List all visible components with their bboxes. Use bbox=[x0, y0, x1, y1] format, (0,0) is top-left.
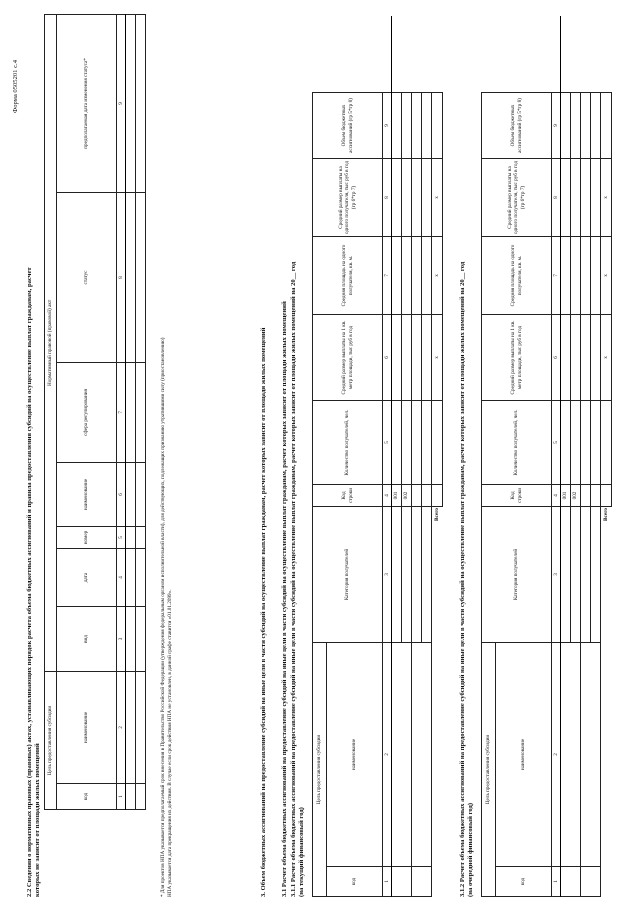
s22-header-data: дата bbox=[57, 548, 117, 606]
table-cell bbox=[392, 400, 402, 484]
table-cell bbox=[126, 548, 136, 606]
table-cell bbox=[581, 506, 591, 642]
s312-num: 8 bbox=[552, 158, 561, 236]
table-cell bbox=[136, 362, 146, 462]
table-cell bbox=[126, 362, 136, 462]
s311-num: 5 bbox=[383, 400, 392, 484]
s312-total-row bbox=[601, 16, 612, 896]
table-cell bbox=[136, 526, 146, 548]
s311-heading-line1: 3.1.1 Расчет объема бюджетных ассигнований на предоставление субсидий на иные цели в части субсидий на осуществление выплат гражданам, расчет которых зависит от площади жилых помещений на 20__ год bbox=[290, 261, 297, 897]
table-cell bbox=[412, 400, 422, 484]
table-cell bbox=[591, 400, 601, 484]
table-cell bbox=[601, 867, 612, 897]
s22-header-sfera: сфера регулирования bbox=[57, 362, 117, 462]
table-cell bbox=[571, 16, 581, 92]
s312-header-count: Количество получателей, чел. bbox=[482, 400, 552, 484]
s311-header-name: наименование bbox=[327, 642, 383, 866]
table-cell bbox=[571, 314, 581, 400]
table-cell bbox=[601, 400, 612, 484]
table-cell bbox=[561, 506, 571, 642]
table-cell bbox=[402, 236, 412, 314]
table-cell bbox=[581, 16, 591, 92]
s312-heading-line2: (на очередной финансовый год) bbox=[467, 802, 474, 897]
table-cell bbox=[136, 14, 146, 192]
s22-header-kod: код bbox=[57, 784, 117, 810]
table-cell bbox=[422, 314, 432, 400]
table-cell bbox=[581, 158, 591, 236]
table-cell bbox=[412, 314, 422, 400]
table-cell bbox=[422, 92, 432, 158]
table-cell bbox=[136, 548, 146, 606]
table-cell bbox=[412, 506, 422, 642]
table-row bbox=[581, 16, 591, 896]
table-cell bbox=[591, 314, 601, 400]
s312-header-name: наименование bbox=[496, 642, 552, 866]
footnote-line2: НПА указывается дата прекращения их действия. В случае если срок действия НПА не установлен, в данной графе ставится «01.01.2099». bbox=[167, 589, 173, 897]
table-row bbox=[392, 16, 402, 896]
s311-header-kod: код bbox=[327, 867, 383, 897]
table-cell bbox=[402, 506, 412, 642]
s22-num: 7 bbox=[117, 362, 126, 462]
table-cell bbox=[571, 400, 581, 484]
table-cell bbox=[136, 606, 146, 671]
table-cell bbox=[591, 236, 601, 314]
s22-heading-line1: 2.2 Сведения о нормативных правовых (правовых) актах, устанавливающих порядок расчета объема бюджетных ассигнований и правила предоставления субсидий на осуществление выплат гражданам, расчет bbox=[26, 267, 33, 897]
table-row bbox=[412, 16, 422, 896]
table-cell bbox=[126, 671, 136, 783]
s22-heading-line2: которых не зависит от площади жилых помещений bbox=[34, 743, 41, 897]
s311-heading-line2: (на текущий финансовый год) bbox=[298, 807, 305, 897]
table-cell bbox=[392, 236, 402, 314]
table-cell bbox=[591, 484, 601, 506]
table-cell bbox=[412, 92, 422, 158]
s312-header-purpose: Цель предоставления субсидии bbox=[482, 642, 496, 896]
table-cell bbox=[571, 158, 581, 236]
table-cell bbox=[392, 314, 402, 400]
s312-num: 2 bbox=[552, 642, 561, 866]
s22-num: 2 bbox=[117, 671, 126, 783]
s312-header-volume: Объем бюджетных ассигнований (гр 5*гр 8) bbox=[482, 92, 552, 158]
table-cell bbox=[571, 506, 581, 642]
table-cell bbox=[561, 16, 571, 92]
table-cell bbox=[392, 16, 402, 92]
table-cell bbox=[432, 484, 443, 506]
table-cell bbox=[601, 642, 612, 866]
s311-table bbox=[312, 16, 443, 897]
s312-num: 7 bbox=[552, 236, 561, 314]
table-cell bbox=[561, 236, 571, 314]
table-cell bbox=[561, 642, 581, 866]
table-row bbox=[136, 14, 146, 809]
s22-header-predpol: предполагаемая дата изменения статуса* bbox=[57, 14, 117, 192]
s312-num: 4 bbox=[552, 484, 561, 506]
s312-total-x: x bbox=[601, 158, 612, 236]
table-cell bbox=[392, 92, 402, 158]
table-cell bbox=[136, 192, 146, 362]
table-cell bbox=[581, 236, 591, 314]
s312-num: 5 bbox=[552, 400, 561, 484]
s311-total-label: Всего bbox=[434, 507, 441, 521]
table-cell bbox=[422, 236, 432, 314]
s22-header-vid: вид bbox=[57, 606, 117, 671]
table-cell bbox=[422, 158, 432, 236]
table-cell bbox=[561, 400, 571, 484]
table-cell bbox=[126, 526, 136, 548]
s311-header-area: Средняя площадь на одного получателя, кв. м. bbox=[313, 236, 383, 314]
table-row bbox=[561, 16, 571, 896]
s312-row-code: 002 bbox=[571, 484, 581, 506]
table-cell bbox=[432, 867, 443, 897]
s312-heading-line1: 3.1.2 Расчет объема бюджетных ассигнований на предоставление субсидий на иные цели в части субсидий на осуществление выплат гражданам, расчет которых зависит от площади жилых помещений на 20__ год bbox=[459, 261, 466, 897]
s22-num: 3 bbox=[117, 606, 126, 671]
s22-header-npa: Нормативный правовой (правовой) акт bbox=[45, 14, 57, 671]
table-cell bbox=[412, 236, 422, 314]
table-cell bbox=[432, 92, 443, 158]
table-cell bbox=[422, 400, 432, 484]
table-cell bbox=[591, 92, 601, 158]
table-cell bbox=[571, 236, 581, 314]
s312-total-label: Всего bbox=[603, 507, 610, 521]
table-cell bbox=[412, 484, 422, 506]
table-cell bbox=[392, 158, 402, 236]
table-cell bbox=[126, 14, 136, 192]
form-code: Форма 0505201 с.4 bbox=[12, 59, 19, 113]
table-cell bbox=[581, 642, 601, 866]
s312-num: 1 bbox=[552, 867, 561, 897]
s312-total-x: x bbox=[601, 314, 612, 400]
s22-header-naim: наименование bbox=[57, 462, 117, 526]
table-cell bbox=[422, 16, 432, 92]
s311-header-line: Код строки bbox=[313, 484, 383, 506]
table-cell bbox=[402, 92, 412, 158]
s22-num: 5 bbox=[117, 526, 126, 548]
s312-header-avg-pay: Средний размер выплаты на одного получателя, тыс руб в год (гр 6*гр 7) bbox=[482, 158, 552, 236]
s22-table bbox=[44, 14, 146, 810]
table-cell bbox=[601, 484, 612, 506]
s311-num: 4 bbox=[383, 484, 392, 506]
table-cell bbox=[561, 92, 571, 158]
table-row bbox=[126, 14, 136, 809]
s312-header-area: Средняя площадь на одного получателя, кв. м. bbox=[482, 236, 552, 314]
s31-heading: 3.1 Расчет объема бюджетных ассигнований на предоставление субсидий на иные цели в части субсидий на осуществление выплат гражданам, расчет которых зависит от площади жилых помещений bbox=[281, 301, 288, 897]
table-cell bbox=[136, 784, 146, 810]
table-cell bbox=[552, 16, 561, 92]
s22-header-purpose: Цель предоставления субсидии bbox=[45, 671, 57, 809]
table-cell bbox=[581, 400, 591, 484]
table-cell bbox=[383, 16, 392, 92]
s312-header-spacer bbox=[482, 16, 552, 92]
s311-header-count: Количество получателей, чел. bbox=[313, 400, 383, 484]
table-cell bbox=[136, 462, 146, 526]
s312-header-kod: код bbox=[496, 867, 552, 897]
table-cell bbox=[126, 784, 136, 810]
table-cell bbox=[432, 642, 443, 866]
table-cell bbox=[601, 16, 612, 92]
s311-num: 8 bbox=[383, 158, 392, 236]
table-cell bbox=[126, 606, 136, 671]
table-cell bbox=[581, 867, 601, 897]
s311-total-row bbox=[432, 16, 443, 896]
table-cell bbox=[126, 462, 136, 526]
s312-header-category: Категория получателей bbox=[482, 506, 552, 642]
s22-num: 9 bbox=[117, 14, 126, 192]
table-cell bbox=[591, 158, 601, 236]
table-cell bbox=[392, 867, 412, 897]
s312-table bbox=[481, 16, 612, 897]
table-cell bbox=[412, 867, 432, 897]
table-cell bbox=[581, 484, 591, 506]
table-cell bbox=[402, 400, 412, 484]
table-cell bbox=[136, 671, 146, 783]
table-cell bbox=[601, 92, 612, 158]
table-cell bbox=[126, 192, 136, 362]
table-cell bbox=[422, 506, 432, 642]
s311-header-spacer bbox=[313, 16, 383, 92]
s22-num: 4 bbox=[117, 548, 126, 606]
table-cell bbox=[402, 314, 412, 400]
table-cell bbox=[581, 314, 591, 400]
s311-row-code: 001 bbox=[392, 484, 402, 506]
s311-header-purpose: Цель предоставления субсидии bbox=[313, 642, 327, 896]
s312-header-avg-m: Средний размер выплаты на 1 кв. метр площади, тыс руб в год bbox=[482, 314, 552, 400]
table-cell bbox=[581, 92, 591, 158]
table-cell bbox=[591, 506, 601, 642]
s311-total-x: x bbox=[432, 236, 443, 314]
table-cell bbox=[412, 158, 422, 236]
s312-num: 3 bbox=[552, 506, 561, 642]
table-cell bbox=[432, 400, 443, 484]
table-cell bbox=[561, 314, 571, 400]
s22-num: 6 bbox=[117, 462, 126, 526]
table-cell bbox=[412, 642, 432, 866]
s3-heading: 3. Объем бюджетных ассигнований на предоставление субсидий на иные цели в части субсидий на осуществление выплат гражданам, расчет которых зависит от площади жилых помещений bbox=[260, 327, 267, 897]
s311-header-avg-m: Средний размер выплаты на 1 кв. метр площади, тыс руб в год bbox=[313, 314, 383, 400]
s311-number-row bbox=[383, 16, 392, 896]
table-cell bbox=[392, 506, 402, 642]
s22-header-name: наименование bbox=[57, 671, 117, 783]
s311-num: 7 bbox=[383, 236, 392, 314]
s311-num: 6 bbox=[383, 314, 392, 400]
s311-header-avg-pay: Средний размер выплаты на одного получателя, тыс руб в год (гр 6*гр 7) bbox=[313, 158, 383, 236]
s312-number-row bbox=[552, 16, 561, 896]
s311-num: 9 bbox=[383, 92, 392, 158]
table-cell bbox=[412, 16, 422, 92]
s311-header-category: Категория получателей bbox=[313, 506, 383, 642]
s311-header-volume: Объем бюджетных ассигнований (гр 5*гр 8) bbox=[313, 92, 383, 158]
s311-row-code: 002 bbox=[402, 484, 412, 506]
footnote-line1: * Для проектов НПА указывается предполагаемый срок внесения в Правительство Российской Федерации (утверждения федеральным органом исполнительной власти), для действующих, подлежащих признанию утратившими силу (приостановлению) bbox=[160, 337, 166, 897]
table-cell bbox=[571, 92, 581, 158]
table-cell bbox=[591, 16, 601, 92]
s311-total-x: x bbox=[432, 158, 443, 236]
table-cell bbox=[422, 484, 432, 506]
s312-total-x: x bbox=[601, 236, 612, 314]
s311-total-x: x bbox=[432, 314, 443, 400]
s22-number-row bbox=[117, 14, 126, 809]
s312-header-line: Код строки bbox=[482, 484, 552, 506]
s311-num: 2 bbox=[383, 642, 392, 866]
table-cell bbox=[561, 158, 571, 236]
table-cell bbox=[561, 867, 581, 897]
s22-header-nomer: номер bbox=[57, 526, 117, 548]
s22-num: 8 bbox=[117, 192, 126, 362]
table-cell bbox=[402, 16, 412, 92]
s22-num: 1 bbox=[117, 784, 126, 810]
table-cell bbox=[402, 158, 412, 236]
s311-num: 1 bbox=[383, 867, 392, 897]
table-cell bbox=[432, 16, 443, 92]
s312-num: 6 bbox=[552, 314, 561, 400]
s312-row-code: 001 bbox=[561, 484, 571, 506]
s311-num: 3 bbox=[383, 506, 392, 642]
table-cell bbox=[392, 642, 412, 866]
s312-num: 9 bbox=[552, 92, 561, 158]
s22-header-status: статус bbox=[57, 192, 117, 362]
